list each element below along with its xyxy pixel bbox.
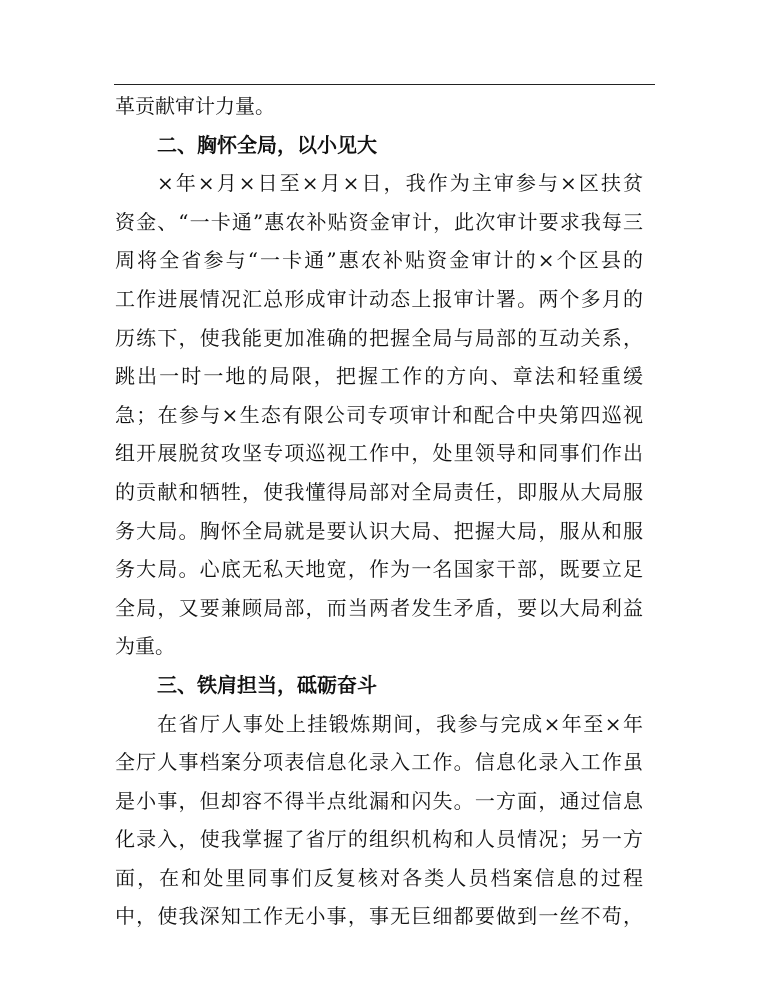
paragraph-line: 务大局。心底无私天地宽，作为一名国家干部，既要立足 (115, 557, 643, 582)
paragraph-line: 是小事，但却容不得半点纰漏和闪失。一方面，通过信息 (115, 788, 643, 813)
paragraph-line: 组开展脱贫攻坚专项巡视工作中，处里领导和同事们作出 (115, 441, 643, 466)
paragraph-line: ×年×月×日至×月×日，我作为主审参与×区扶贫 (157, 171, 643, 196)
paragraph-line: 历练下，使我能更加准确的把握全局与局部的互动关系， (115, 325, 643, 350)
section-heading: 二、胸怀全局，以小见大 (157, 132, 377, 157)
paragraph-line: 资金、“一卡通”惠农补贴资金审计，此次审计要求我每三 (115, 209, 643, 234)
paragraph-line: 中，使我深知工作无小事，事无巨细都要做到一丝不苟， (115, 904, 643, 929)
paragraph-line: 务大局。胸怀全局就是要认识大局、把握大局，服从和服 (115, 518, 643, 543)
paragraph-line: 工作进展情况汇总形成审计动态上报审计署。两个多月的 (115, 286, 643, 311)
paragraph-line: 为重。 (115, 634, 175, 659)
paragraph-line: 面，在和处里同事们反复核对各类人员档案信息的过程 (115, 865, 643, 890)
paragraph-line: 周将全省参与“一卡通”惠农补贴资金审计的×个区县的 (115, 248, 643, 273)
paragraph-line: 全局，又要兼顾局部，而当两者发生矛盾，要以大局利益 (115, 595, 643, 620)
body-text (115, 87, 643, 936)
paragraph-line: 化录入，使我掌握了省厅的组织机构和人员情况；另一方 (115, 827, 643, 852)
header-rule (114, 84, 655, 85)
paragraph-line: 急；在参与×生态有限公司专项审计和配合中央第四巡视 (115, 402, 643, 427)
paragraph-line: 跳出一时一地的局限，把握工作的方向、章法和轻重缓 (115, 364, 643, 389)
section-heading: 三、铁肩担当，砥砺奋斗 (157, 672, 377, 697)
paragraph-line: 的贡献和牺牲，使我懂得局部对全局责任，即服从大局服 (115, 479, 643, 504)
paragraph-line: 全厅人事档案分项表信息化录入工作。信息化录入工作虽 (115, 750, 643, 775)
paragraph-line: 革贡献审计力量。 (115, 94, 275, 118)
paragraph-line: 在省厅人事处上挂锻炼期间，我参与完成×年至×年 (157, 711, 643, 736)
